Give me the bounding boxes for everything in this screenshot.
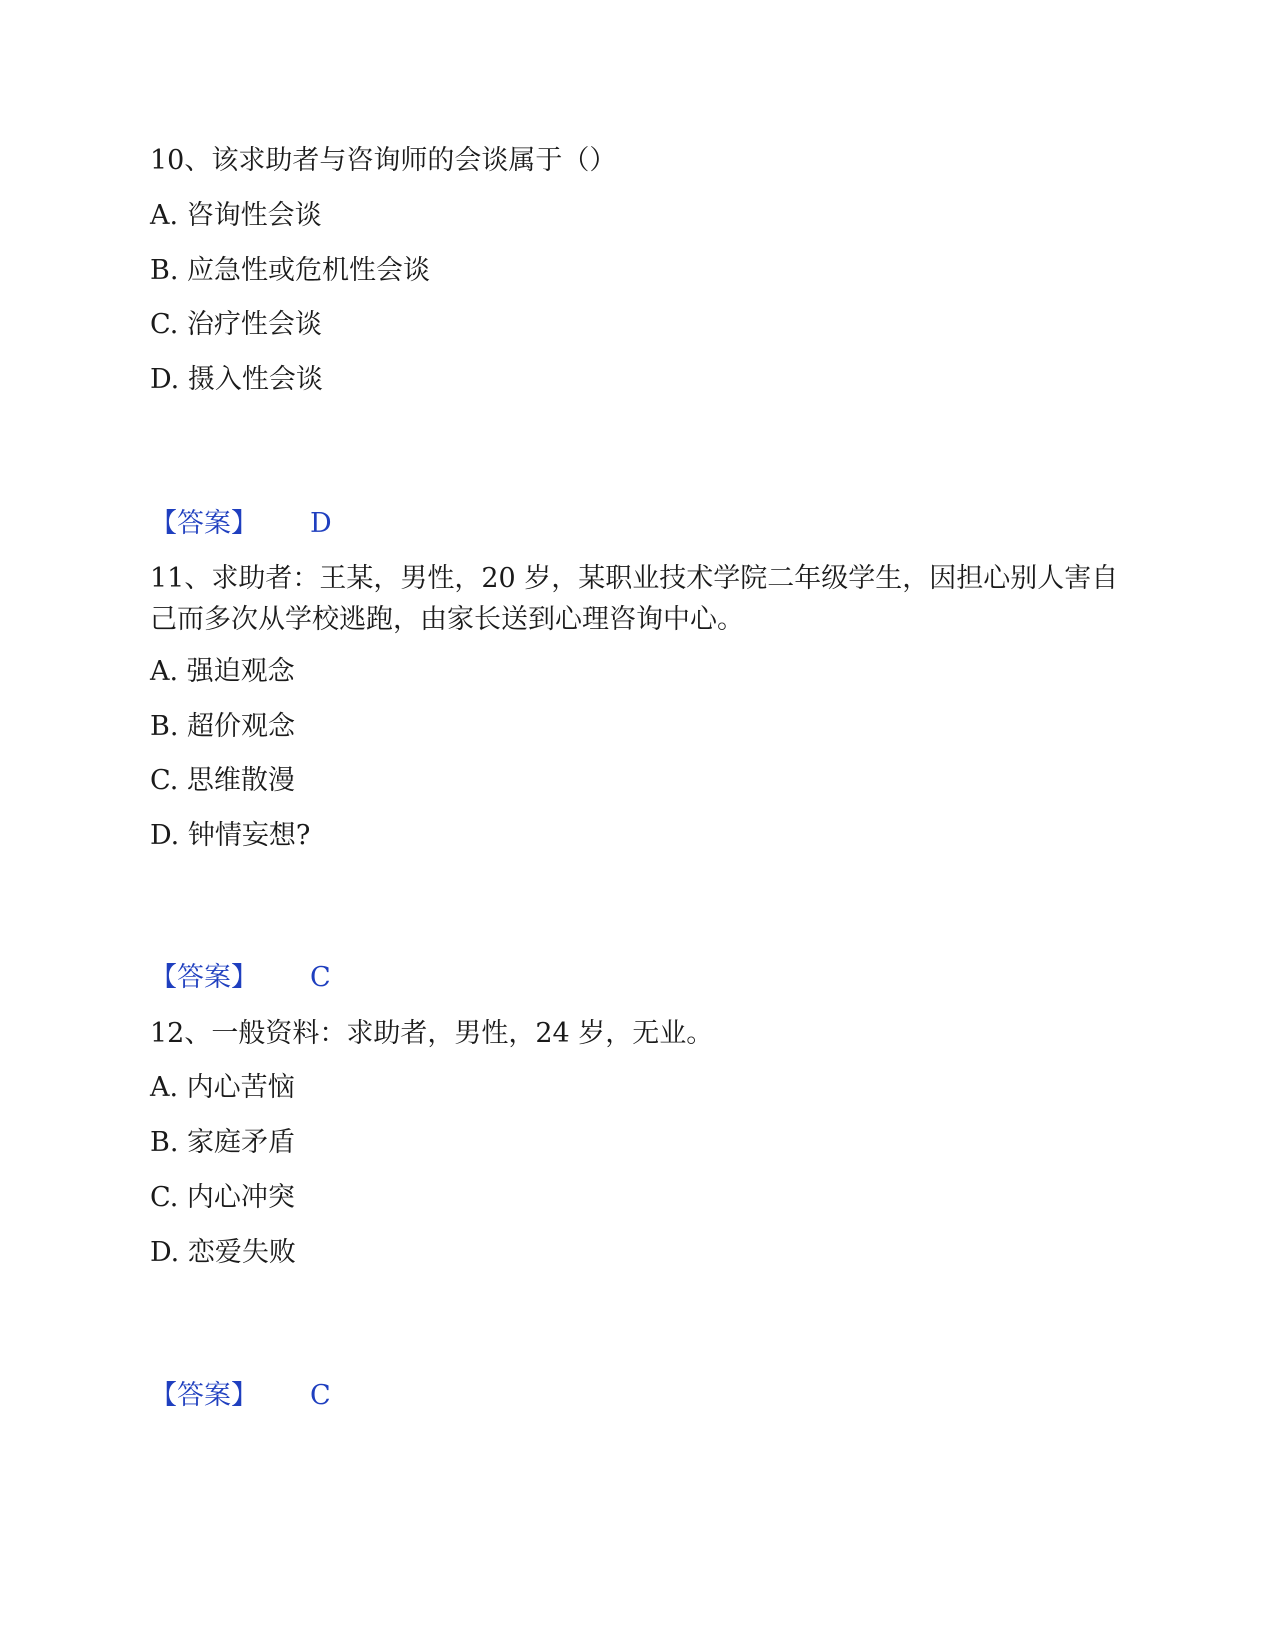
question-10-option-b: B. 应急性或危机性会谈 xyxy=(150,255,431,286)
question-11-stem: 11、求助者：王某，男性，20 岁，某职业技术学院二年级学生，因担心别人害自己而多次从学校逃跑，由家长送到心理咨询中心。 xyxy=(150,563,1119,635)
question-10-option-a: A. 咨询性会谈 xyxy=(150,200,322,231)
question-10-option-d: D. 摄入性会谈 xyxy=(150,364,323,395)
question-12-option-c: C. 内心冲突 xyxy=(150,1182,295,1213)
question-12-answer xyxy=(150,1376,331,1416)
question-10-stem: 10、该求助者与咨询师的会谈属于（） xyxy=(150,145,617,176)
answer-value: D xyxy=(310,508,332,539)
question-12-option-d: D. 恋爱失败 xyxy=(150,1237,296,1268)
question-10-answer xyxy=(150,504,332,544)
answer-label: 【答案】 xyxy=(150,962,258,993)
question-11-option-d: D. 钟情妄想? xyxy=(150,820,311,851)
question-12-option-b: B. 家庭矛盾 xyxy=(150,1127,296,1158)
question-11-option-a: A. 强迫观念 xyxy=(150,656,295,687)
question-11-option-b: B. 超价观念 xyxy=(150,711,296,742)
question-10-option-c: C. 治疗性会谈 xyxy=(150,309,322,340)
answer-value: C xyxy=(310,962,331,993)
question-12-stem: 12、一般资料：求助者，男性，24 岁，无业。 xyxy=(150,1018,714,1049)
question-11-option-c: C. 思维散漫 xyxy=(150,765,295,796)
question-12-option-a: A. 内心苦恼 xyxy=(150,1072,295,1103)
answer-value: C xyxy=(310,1380,331,1411)
question-11-answer xyxy=(150,958,331,998)
answer-label: 【答案】 xyxy=(150,508,258,539)
answer-label: 【答案】 xyxy=(150,1380,258,1411)
